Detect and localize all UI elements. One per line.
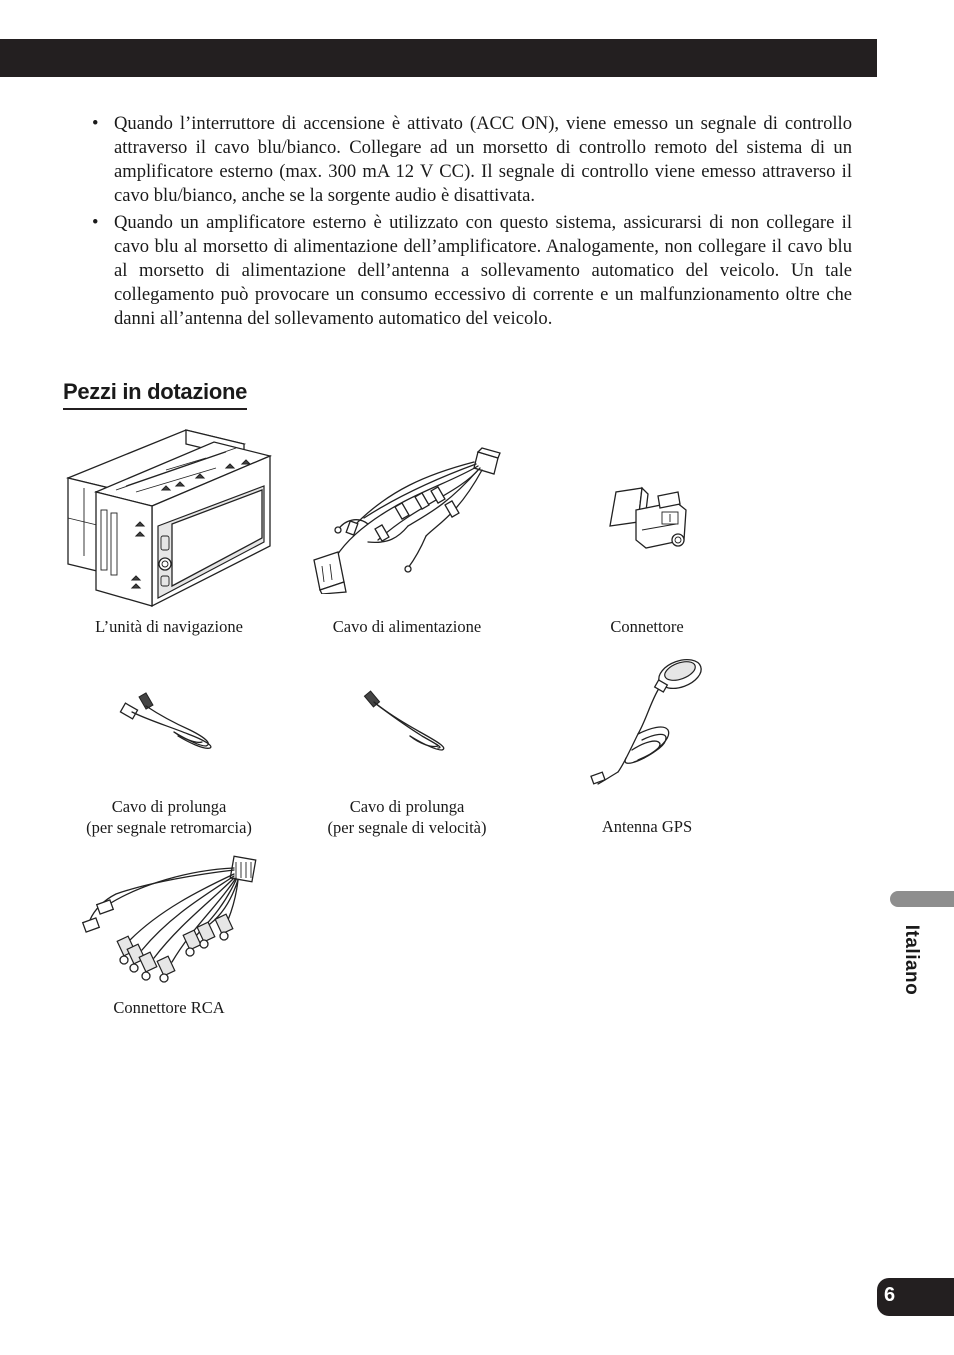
bullet-item (92, 112, 852, 208)
bullet-text: Quando l’interruttore di accensione è attivato (ACC ON), viene emesso un segnale di controllo attraverso il cavo blu/bianco. Collegare ad un morsetto di controllo remoto del sistema di un amplificatore esterno (max. 300 mA 12 V CC). Il segnale di controllo viene emesso attraverso il cavo blu/bianco, anche se la sorgente audio è disattivata. (114, 113, 852, 206)
caption-reverse-ext-line2: (per segnale retromarcia) (86, 818, 252, 837)
caption-connector: Connettore (610, 617, 684, 636)
reverse-extension-cable-illustration (118, 690, 218, 752)
bullet-mark: • (92, 113, 99, 134)
section-title: Pezzi in dotazione (63, 378, 247, 410)
bullet-mark: • (92, 212, 99, 233)
bullet-text: Quando un amplificatore esterno è utilizzato con questo sistema, assicurarsi di non collegare il cavo blu al morsetto di alimentazione dell’amplificatore. Analogamente, non collegare il cavo blu al morsetto di alimentazione dell’antenna a sollevamento automatico del veicolo. Un tale collegamento può provocare un consumo eccessivo di corrente e un malfunzionamento oltre che danni all’antenna del sollevamento automatico del veicolo. (114, 212, 852, 329)
connector-illustration (606, 486, 690, 554)
bullet-item (92, 211, 852, 331)
caption-reverse-ext-line1: Cavo di prolunga (111, 797, 227, 816)
caption-speed-ext-line2: (per segnale di velocità) (327, 818, 487, 837)
language-label: Italiano (901, 924, 922, 996)
language-tab (890, 891, 954, 907)
rca-connector-illustration (80, 854, 258, 986)
power-cable-illustration (308, 444, 504, 594)
caption-speed-ext-line1: Cavo di prolunga (349, 797, 465, 816)
caption-power-cable: Cavo di alimentazione (332, 617, 482, 636)
caption-rca-connector: Connettore RCA (113, 998, 225, 1017)
navigation-unit-illustration (66, 428, 272, 610)
caption-nav-unit: L’unità di navigazione (95, 617, 243, 636)
page-number: 6 (884, 1284, 896, 1306)
speed-extension-cable-illustration (362, 688, 450, 754)
gps-antenna-illustration (588, 654, 708, 790)
header-bar (0, 39, 877, 77)
caption-gps-antenna: Antenna GPS (601, 817, 693, 836)
bullet-list (92, 112, 852, 334)
